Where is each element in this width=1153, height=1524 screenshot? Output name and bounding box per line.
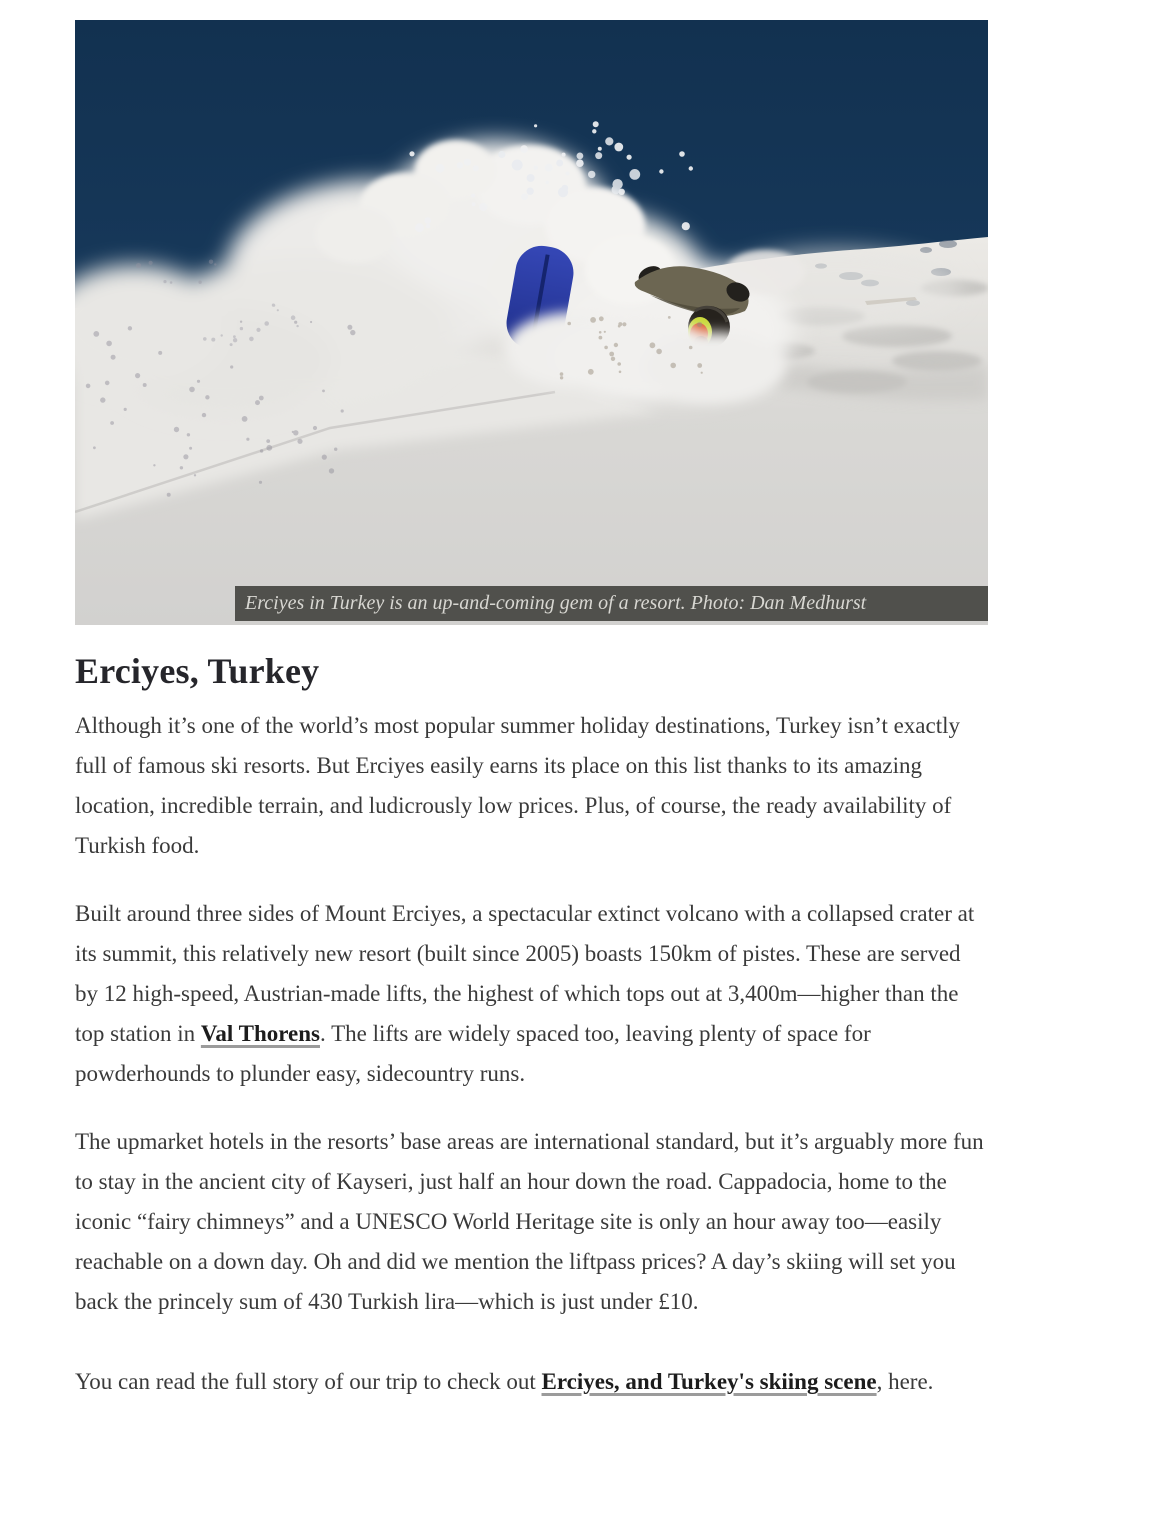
- photo-caption: Erciyes in Turkey is an up-and-coming gem of a resort. Photo: Dan Medhurst: [235, 586, 988, 621]
- val-thorens-link[interactable]: Val Thorens: [200, 1021, 320, 1047]
- paragraph-4-text-after: , here.: [876, 1369, 934, 1395]
- section-heading: Erciyes, Turkey: [75, 651, 320, 691]
- paragraph-1: [75, 706, 988, 866]
- paragraph-3: [75, 1122, 988, 1322]
- paragraph-3-text: The upmarket hotels in the resorts’ base areas are international standard, but it’s arguably more fun to stay in the ancient city of Kayseri, just half an hour down the road. Cappadocia, home to the iconic “fairy chimneys” and a UNESCO World Heritage site is only an hour away too—easily reachable on a down day. Oh and did we mention the liftpass prices? A day’s skiing will set you back the princely sum of 430 Turkish lira—which is just under £10.: [75, 1129, 984, 1315]
- erciyes-story-link[interactable]: Erciyes, and Turkey's skiing scene: [541, 1369, 877, 1395]
- paragraph-4-text-before: You can read the full story of our trip to check out: [75, 1369, 542, 1395]
- paragraph-1-text: Although it’s one of the world’s most popular summer holiday destinations, Turkey isn’t exactly full of famous ski resorts. But Erciyes easily earns its place on this list thanks to its amazing location, incredible terrain, and ludicrously low prices. Plus, of course, the ready availability of Turkish food.: [75, 713, 961, 859]
- paragraph-4: [75, 1362, 988, 1402]
- hero-photo: [75, 20, 988, 625]
- article-page: [75, 20, 988, 1402]
- paragraph-2-text-after: . The lifts are widely spaced too, leaving plenty of space for powderhounds to plunder easy, sidecountry runs.: [75, 1021, 871, 1087]
- hero-photo-illustration: [75, 20, 988, 625]
- paragraph-2: [75, 894, 988, 1094]
- paragraph-2-text-before: Built around three sides of Mount Erciyes, a spectacular extinct volcano with a collapsed crater at its summit, this relatively new resort (built since 2005) boasts 150km of pistes. These are served by 12 high-speed, Austrian-made lifts, the highest of which tops out at 3,400m—higher than the top station in: [75, 901, 975, 1047]
